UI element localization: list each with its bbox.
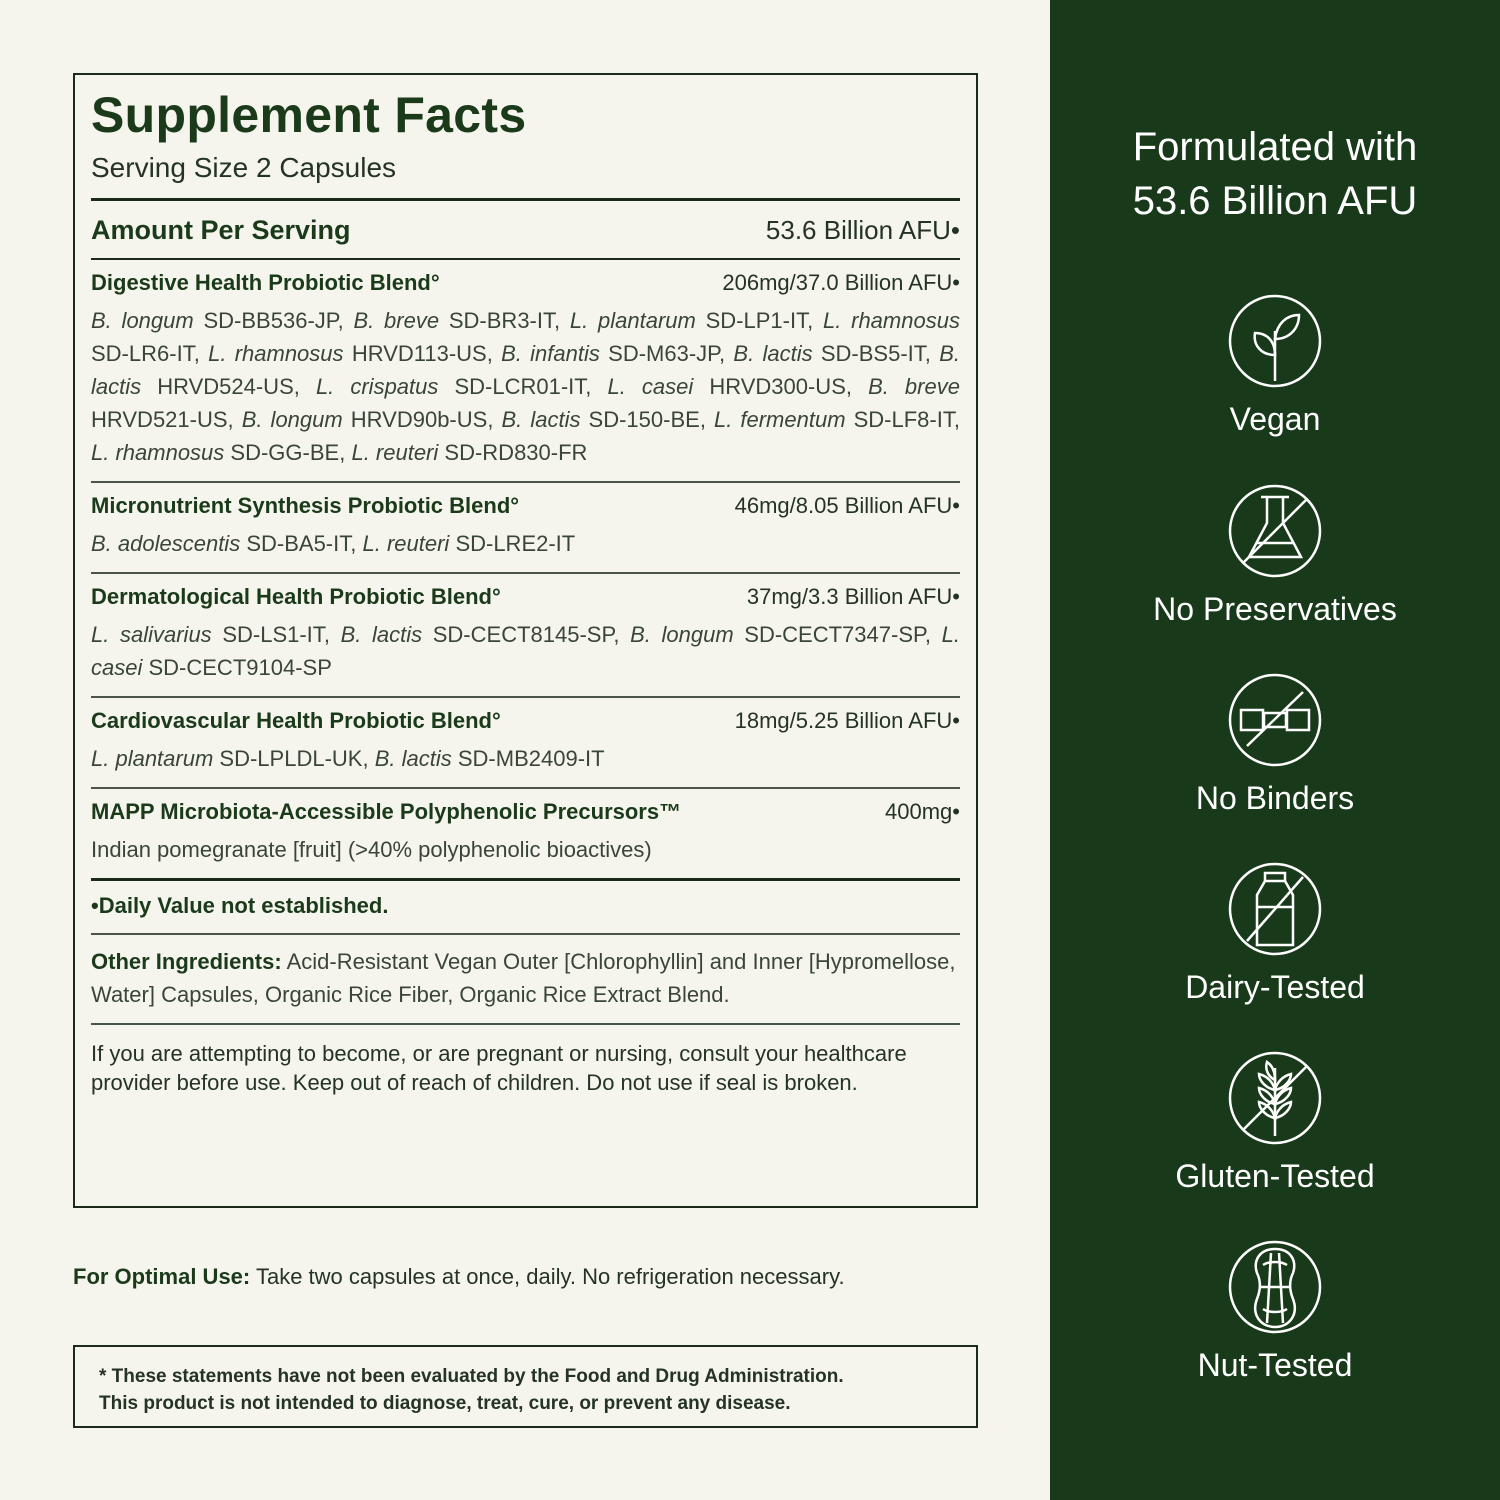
blend-list xyxy=(91,260,960,789)
strain-species: B. longum xyxy=(91,307,194,333)
strain-species: B. lactis xyxy=(340,621,423,647)
facts-title: Supplement Facts xyxy=(91,87,527,143)
strain-code: SD-M63-JP xyxy=(608,340,720,366)
optimal-use xyxy=(73,1264,845,1290)
mapp-name: MAPP Microbiota-Accessible Polyphenolic Precursors™ xyxy=(91,798,682,824)
blend-strains: B. longum SD-BB536-JP, B. breve SD-BR3-IT, L. plantarum SD-LP1-IT, L. rhamnosus SD-LR6-IT, L. rhamnosus HRVD113-US, B. infantis SD-M63-JP, B. lactis SD-BS5-IT, B. lactis HRVD524-US, L. crispatus SD-LCR01-IT, L. casei HRVD300-US, B. breve HRVD521-US, B. longum HRVD90b-US, B. lactis SD-150-BE, L. fermentum SD-LF8-IT, L. rhamnosus SD-GG-BE, L. reuteri SD-RD830-FR xyxy=(91,307,960,465)
fda-disclaimer-line2: This product is not intended to diagnose, treat, cure, or prevent any disease. xyxy=(99,1393,791,1414)
blend-row xyxy=(91,260,960,483)
wheat-crossed-icon xyxy=(1227,1050,1323,1146)
blend-name: Dermatological Health Probiotic Blend° xyxy=(91,583,501,609)
flask-crossed-icon xyxy=(1227,483,1323,579)
strain-code: SD-RD830-FR xyxy=(444,439,588,465)
strain-species: L. casei xyxy=(607,373,694,399)
strain-code: SD-LRE2-IT xyxy=(455,530,576,556)
strain-code: HRVD300-US xyxy=(709,373,846,399)
strain-species: L. rhamnosus xyxy=(823,307,960,333)
blend-row xyxy=(91,698,960,789)
mapp-amount: 400mg• xyxy=(885,798,960,824)
mapp-description: Indian pomegranate [fruit] (>40% polyphenolic bioactives) xyxy=(91,836,652,862)
leaf-icon xyxy=(1227,293,1323,389)
strain-code: SD-LS1-IT xyxy=(222,621,324,647)
strain-code: SD-BB536-JP xyxy=(203,307,338,333)
strain-code: SD-MB2409-IT xyxy=(457,745,605,771)
strain-species: L. reuteri xyxy=(351,439,439,465)
supplement-facts-panel xyxy=(73,73,978,1208)
blend-name: Cardiovascular Health Probiotic Blend° xyxy=(91,707,501,733)
strain-code: SD-BS5-IT xyxy=(820,340,925,366)
strain-species: B. adolescentis xyxy=(91,530,241,556)
strain-species: L. reuteri xyxy=(362,530,450,556)
binder-crossed-icon xyxy=(1227,672,1323,768)
blend-strains: L. plantarum SD-LPLDL-UK, B. lactis SD-MB2409-IT xyxy=(91,745,605,771)
strain-code: SD-LR6-IT xyxy=(91,340,194,366)
badge-no-binders xyxy=(1050,672,1500,817)
strain-species: B. lactis xyxy=(501,406,581,432)
blend-strains: B. adolescentis SD-BA5-IT, L. reuteri SD-LRE2-IT xyxy=(91,530,576,556)
blend-name: Digestive Health Probiotic Blend° xyxy=(91,269,440,295)
blend-amount: 206mg/37.0 Billion AFU• xyxy=(722,269,960,295)
strain-species: B. lactis xyxy=(374,745,452,771)
badge-label: Dairy-Tested xyxy=(1185,969,1365,1005)
optimal-use-label: For Optimal Use: xyxy=(73,1264,251,1289)
amount-per-serving-label: Amount Per Serving xyxy=(91,214,351,245)
other-ingredients xyxy=(91,935,960,1025)
strain-code: HRVD521-US xyxy=(91,406,228,432)
fda-disclaimer xyxy=(73,1345,978,1428)
badge-gluten-tested xyxy=(1050,1050,1500,1195)
strain-species: L. plantarum xyxy=(91,745,214,771)
strain-code: SD-BR3-IT xyxy=(448,307,554,333)
mapp-blend xyxy=(91,789,960,880)
strain-code: SD-GG-BE xyxy=(230,439,340,465)
fda-disclaimer-line1: * These statements have not been evaluated by the Food and Drug Administration. xyxy=(99,1366,844,1387)
badge-label: No Binders xyxy=(1195,780,1355,816)
strain-code: SD-LCR01-IT xyxy=(454,373,586,399)
strain-species: L. fermentum xyxy=(713,406,846,432)
badge-no-preservatives xyxy=(1050,483,1500,628)
strain-code: SD-BA5-IT xyxy=(246,530,351,556)
blend-amount: 37mg/3.3 Billion AFU• xyxy=(746,583,960,609)
strain-species: B. lactis xyxy=(91,340,960,399)
strain-code: HRVD113-US xyxy=(351,340,487,366)
strain-species: B. longum xyxy=(241,406,343,432)
strain-code: SD-CECT8145-SP xyxy=(432,621,614,647)
badge-vegan xyxy=(1050,293,1500,438)
badge-label: Vegan xyxy=(1229,401,1321,437)
blend-row xyxy=(91,483,960,574)
badge-nut-tested xyxy=(1050,1239,1500,1384)
blend-amount: 46mg/8.05 Billion AFU• xyxy=(734,492,960,518)
blend-strains: L. salivarius SD-LS1-IT, B. lactis SD-CECT8145-SP, B. longum SD-CECT7347-SP, L. casei SD-CECT9104-SP xyxy=(91,621,960,680)
strain-species: L. plantarum xyxy=(569,307,696,333)
blend-amount: 18mg/5.25 Billion AFU• xyxy=(734,707,960,733)
warning-text: If you are attempting to become, or are pregnant or nursing, consult your healthcare provider before use. Keep out of reach of children. Do not use if seal is broken. xyxy=(91,1040,907,1095)
panel-title-line2: 53.6 Billion AFU xyxy=(1132,179,1418,223)
other-ingredients-text: Acid-Resistant Vegan Outer [Chlorophyllin] and Inner [Hypromellose, Water] Capsules, Organic Rice Fiber, Organic Rice Extract Blend. xyxy=(91,948,956,1007)
strain-code: SD-LF8-IT xyxy=(853,406,954,432)
other-ingredients-label: Other Ingredients: xyxy=(91,948,282,974)
milk-bottle-crossed-icon xyxy=(1227,861,1323,957)
benefits-panel xyxy=(1050,0,1500,1500)
panel-title xyxy=(1050,120,1500,228)
blend-name: Micronutrient Synthesis Probiotic Blend° xyxy=(91,492,520,518)
strain-code: HRVD90b-US xyxy=(350,406,488,432)
badge-label: No Preservatives xyxy=(1153,591,1397,627)
amount-per-serving-row xyxy=(91,201,960,260)
optimal-use-text: Take two capsules at once, daily. No refrigeration necessary. xyxy=(250,1264,845,1289)
strain-code: HRVD524-US xyxy=(157,373,294,399)
strain-species: L. crispatus xyxy=(315,373,439,399)
strain-species: B. breve xyxy=(868,373,960,399)
strain-species: L. salivarius xyxy=(91,621,212,647)
strain-code: SD-CECT7347-SP xyxy=(744,621,925,647)
strain-species: B. lactis xyxy=(733,340,813,366)
badge-dairy-tested xyxy=(1050,861,1500,1006)
panel-title-line1: Formulated with xyxy=(1132,125,1418,169)
strain-species: L. rhamnosus xyxy=(91,439,225,465)
strain-code: SD-LP1-IT xyxy=(705,307,808,333)
daily-value-note: •Daily Value not established. xyxy=(91,878,960,935)
amount-per-serving-value: 53.6 Billion AFU• xyxy=(765,214,960,245)
strain-species: L. rhamnosus xyxy=(208,340,344,366)
badge-label: Gluten-Tested xyxy=(1175,1158,1375,1194)
peanut-icon xyxy=(1227,1239,1323,1335)
strain-species: L. casei xyxy=(91,621,960,680)
blend-row xyxy=(91,574,960,698)
strain-code: SD-LPLDL-UK xyxy=(219,745,363,771)
serving-size: Serving Size 2 Capsules xyxy=(91,152,960,201)
badge-label: Nut-Tested xyxy=(1197,1347,1353,1383)
strain-species: B. breve xyxy=(353,307,440,333)
strain-species: B. infantis xyxy=(501,340,600,366)
strain-code: SD-CECT9104-SP xyxy=(148,654,332,680)
strain-code: SD-150-BE xyxy=(588,406,700,432)
strain-species: B. longum xyxy=(630,621,734,647)
